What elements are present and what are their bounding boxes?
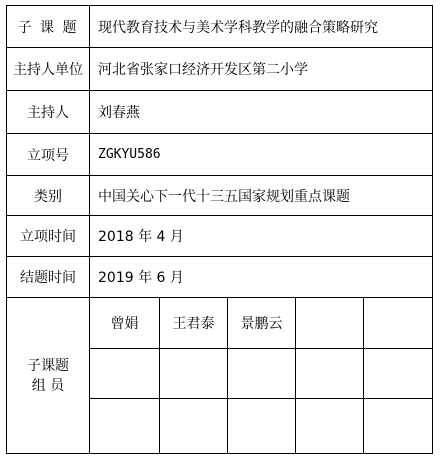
subproject-title-label: 子 课 题 [17,19,79,36]
host-unit-value: 河北省张家口经济开发区第二小学 [98,62,308,78]
member-cell [296,298,363,348]
member-cell [364,298,432,348]
host-label: 主持人 [27,105,69,121]
member-cell: 曾娟 [110,316,139,332]
host-unit-label: 主持人单位 [13,62,83,78]
member-grid-hline [89,348,433,349]
group-members-label-line1: 子课题 [27,357,69,374]
approval-time-value: 2018 年 4 月 [98,229,184,245]
completion-time-value: 2019 年 6 月 [98,270,184,286]
label-column-divider [89,5,90,454]
group-members-label [7,298,89,453]
member-grid-hline [89,398,433,399]
approval-time-label: 立项时间 [20,229,76,245]
subproject-title-value: 现代教育技术与美术学科教学的融合策略研究 [98,19,378,36]
category-value: 中国关心下一代十三五国家规划重点课题 [98,188,350,205]
table-border-bottom [6,453,433,454]
member-cell: 王君泰 [172,316,215,332]
table-border-right [432,5,433,454]
group-members-label-line2: 组 员 [31,377,65,394]
host-value: 刘春燕 [98,105,140,121]
category-label: 类别 [34,188,62,205]
completion-time-label: 结题时间 [20,270,76,286]
member-cell: 景鹏云 [240,316,283,332]
project-number-value: ZGKYU586 [98,147,161,162]
project-number-label: 立项号 [27,147,69,164]
